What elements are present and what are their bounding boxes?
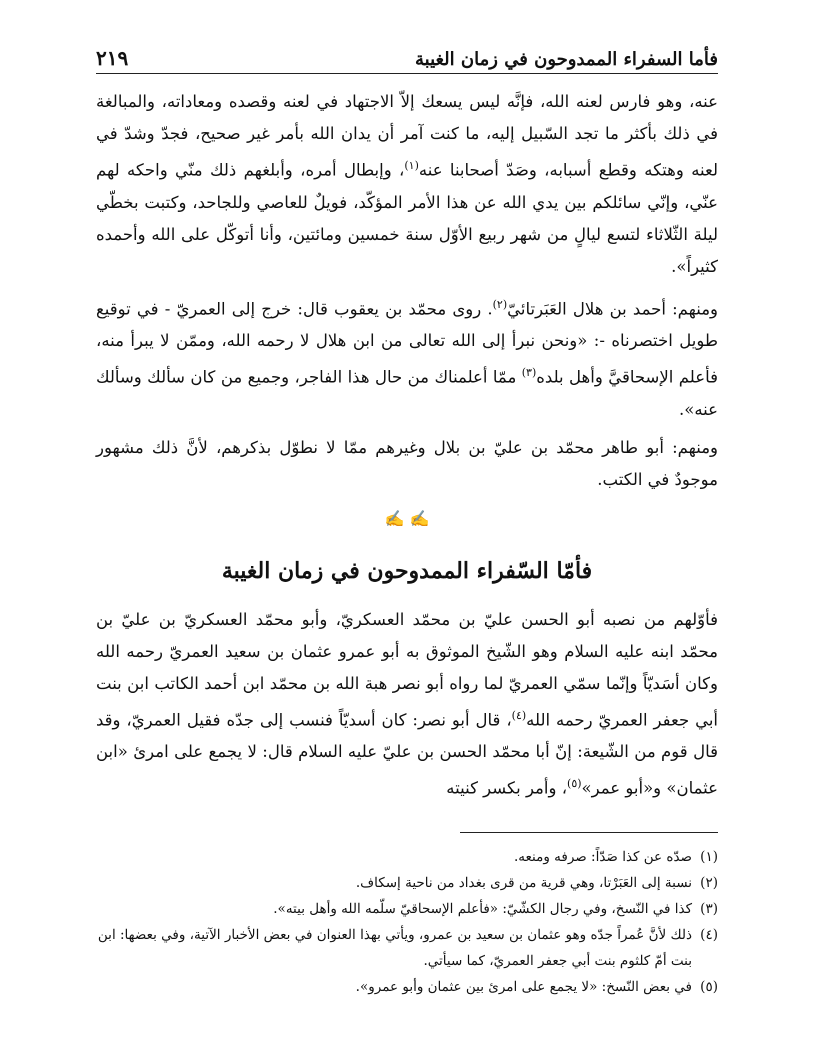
header-title: فأما السفراء الممدوحون في زمان الغيبة bbox=[414, 49, 718, 70]
footnote-ref: (١) bbox=[404, 159, 419, 172]
section-paragraph: فأوّلهم من نصبه أبو الحسن عليّ بن محمّد العسكريّ، وأبو محمّد العسكريّ بن عليّ بن محمّد ابنه عليه السلام وهو الشّيخ الموثوق به أبو عمرو عثمان بن سعيد العمريّ رحمه الله وكان أسَديّاً وإنّما سمّي العمريّ لما رواه أبو نصر هبة الله بن محمّد ابن أحمد الكاتب ابن بنت أبي جعفر العمريّ رحمه الله$^{(٤)}$، قال أبو نصر: كان أسديّاً فنسب إلى جدّه فقيل العمريّ، وقد قال قوم من الشّيعة: إنّ أبا محمّد الحسن بن عليّ عليه السلام قال: لا يجمع على امرئ «ابن عثمان» و«أبو عمر»$^{(٥)}$، وأمر بكسر كنيته bbox=[96, 609, 718, 798]
header-divider bbox=[96, 73, 718, 74]
page-number: ٢١٩ bbox=[96, 46, 129, 70]
footnote: (٤) ذلك لأنَّ عُمراً جدّه وهو عثمان بن سعيد بن عمرو، ويأتي بهذا العنوان في بعض الأخبار الآتية، وفي بعضها: ابن بنت أمّ كلثوم بنت أبي جعفر العمريّ، كما سيأتي. bbox=[97, 927, 718, 969]
running-header bbox=[96, 30, 718, 70]
footnotes bbox=[96, 844, 718, 1000]
footnote-divider bbox=[460, 832, 718, 833]
footnote: (١) صدّه عن كذا صَدّاً: صرفه ومنعه. bbox=[514, 849, 718, 865]
footnote: (٥) في بعض النّسخ: «لا يجمع على امرئ بين عثمان وأبو عمرو». bbox=[355, 979, 718, 995]
footnote-ref: (٢) bbox=[492, 297, 508, 311]
paragraph-1: عنه، وهو فارس لعنه الله، فإنَّه ليس يسعك إلاّ الاجتهاد في لعنه وقصده ومعاداته، والمبالغة في ذلك بأكثر ما تجد السّبيل إليه، ما كنت آمر أن يدان الله بأمر غير صحيح، فجدّ وشدّ في لعنه وهتكه وقطع أسبابه، وصَدّ أصحابنا عنه$^{(١)}$، وإبطال أمره، وأبلغهم ذلك منّي واحكه لهم عنّي، وإنّي سائلكم بين يدي الله عن هذا الأمر المؤكّد، فويلٌ للعاصي وللجاحد، وكتبت بخطّي ليلة الثّلاثاء لتسع ليالٍ من شهر ربيع الأوّل سنة خمسين ومائتين، وأنا أتوكّل على الله وأحمده كثيراً». bbox=[96, 92, 719, 276]
footnote-ref: (٤) bbox=[511, 708, 527, 722]
main-text bbox=[96, 86, 718, 811]
paragraph-2: ومنهم: أحمد بن هلال العَبَرتائيّ$^{(٢)}$. روى محمّد بن يعقوب قال: خرج إلى العمريّ - في توقيع طويل اختصرناه -: «ونحن نبرأ إلى الله تعالى من ابن هلال لا رحمه الله، وممّن لا يبرأ منه، فأعلم الإسحاقيَّ وأهل بلده$^{(٣)}$ ممّا أعلمناك من حال هذا الفاجر، وجميع من كان سألك وسألك عنه». bbox=[96, 297, 719, 419]
footnote: (٢) نسبة إلى العَبَرْتا، وهي قرية من قرى بغداد من ناحية إسكاف. bbox=[355, 875, 718, 891]
footnote: (٣) كذا في النّسخ، وفي رجال الكشّيّ: «فأعلم الإسحاقيّ سلّمه الله وأهل بيته». bbox=[273, 901, 718, 917]
footnote-ref: (٣) bbox=[521, 366, 537, 379]
footnote-ref: (٥) bbox=[567, 777, 582, 790]
section-title: فأمّا السّفراء الممدوحون في زمان الغيبة bbox=[221, 557, 593, 584]
section-ornament: ✍ ✍ bbox=[384, 508, 430, 528]
paragraph-3: ومنهم: أبو طاهر محمّد بن عليّ بن بلال وغيرهم ممّا لا نطوّل بذكرهم، لأنَّ ذلك مشهور موجودٌ في الكتب. bbox=[96, 437, 718, 489]
